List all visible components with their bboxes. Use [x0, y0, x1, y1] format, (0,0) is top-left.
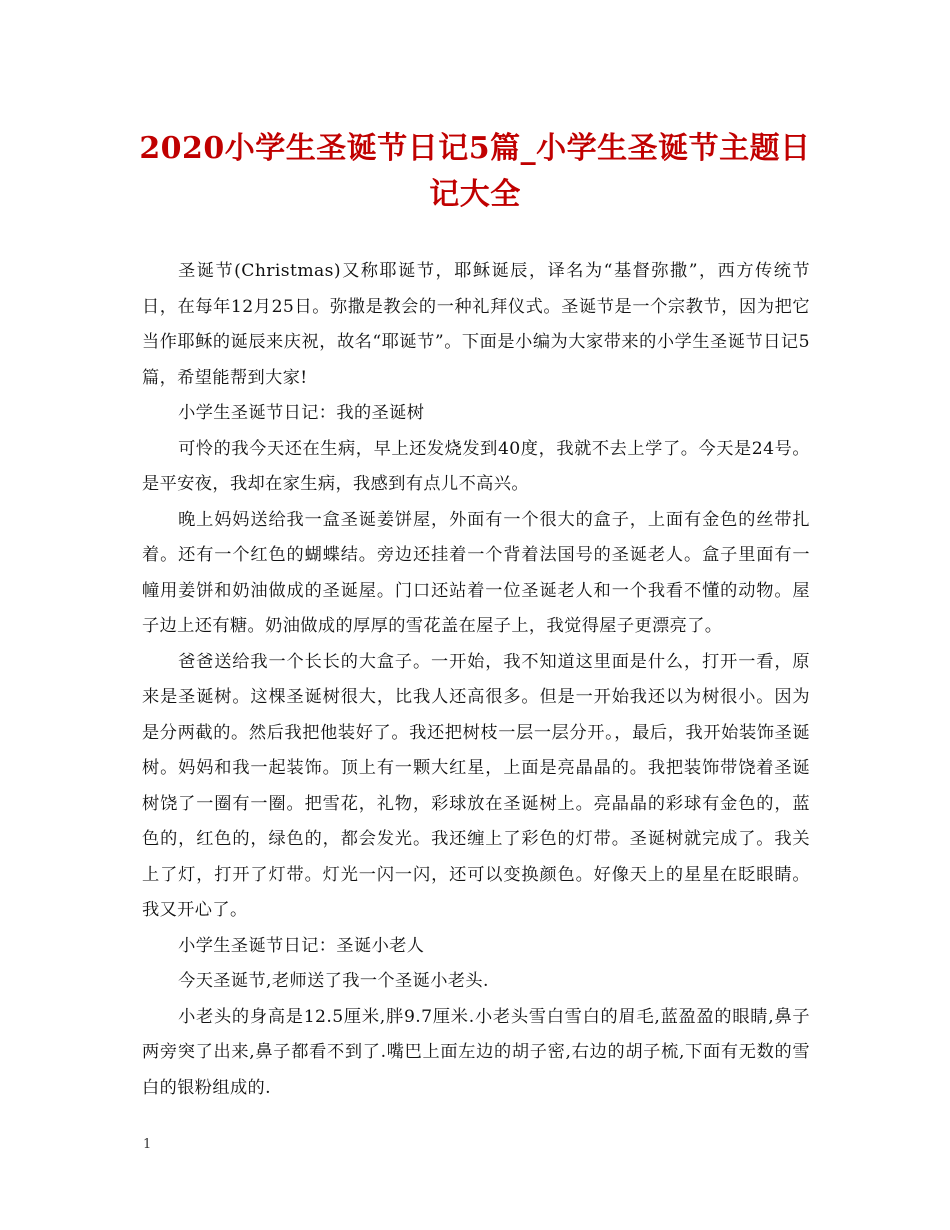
body-paragraph: 晚上妈妈送给我一盒圣诞姜饼屋，外面有一个很大的盒子，上面有金色的丝带扎着。还有一个红色的蝴蝶结。旁边还挂着一个背着法国号的圣诞老人。盒子里面有一幢用姜饼和奶油做成的圣诞屋。门口还站着一位圣诞老人和一个我看不懂的动物。屋子边上还有糖。奶油做成的厚厚的雪花盖在屋子上，我觉得屋子更漂亮了。 — [142, 509, 810, 636]
body-paragraph: 今天圣诞节,老师送了我一个圣诞小老头. — [178, 971, 489, 991]
section-heading-christmas-tree: 小学生圣诞节日记：我的圣诞树 — [178, 403, 425, 423]
document-body — [142, 254, 810, 1106]
body-paragraph: 可怜的我今天还在生病，早上还发烧发到40度，我就不去上学了。今天是24号。是平安夜，我却在家生病，我感到有点儿不高兴。 — [142, 438, 810, 494]
intro-paragraph: 圣诞节(Christmas)又称耶诞节，耶稣诞辰，译名为“基督弥撒”，西方传统节日，在每年12月25日。弥撒是教会的一种礼拜仪式。圣诞节是一个宗教节，因为把它当作耶稣的诞辰来庆祝，故名“耶诞节”。下面是小编为大家带来的小学生圣诞节日记5篇，希望能帮到大家! — [142, 261, 810, 388]
section-heading-little-old-man: 小学生圣诞节日记：圣诞小老人 — [178, 935, 425, 956]
body-paragraph: 小老头的身高是12.5厘米,胖9.7厘米.小老头雪白雪白的眉毛,蓝盈盈的眼睛,鼻子两旁突了出来,鼻子都看不到了.嘴巴上面左边的胡子密,右边的胡子梳,下面有无数的雪白的银粉组成的. — [142, 1006, 810, 1098]
document-title: 2020小学生圣诞节日记5篇_小学生圣诞节主题日记大全 — [139, 131, 811, 212]
page-number: 1 — [143, 1137, 152, 1152]
body-paragraph: 爸爸送给我一个长长的大盒子。一开始，我不知道这里面是什么，打开一看，原来是圣诞树。这棵圣诞树很大，比我人还高很多。但是一开始我还以为树很小。因为是分两截的。然后我把他装好了。我还把树枝一层一层分开。，最后，我开始装饰圣诞树。妈妈和我一起装饰。顶上有一颗大红星，上面是亮晶晶的。我把装饰带饶着圣诞树饶了一圈有一圈。把雪花，礼物，彩球放在圣诞树上。亮晶晶的彩球有金色的，蓝色的，红色的，绿色的，都会发光。我还缠上了彩色的灯带。圣诞树就完成了。我关上了灯，打开了灯带。灯光一闪一闪，还可以变换颜色。好像天上的星星在眨眼睛。我又开心了。 — [142, 651, 810, 920]
